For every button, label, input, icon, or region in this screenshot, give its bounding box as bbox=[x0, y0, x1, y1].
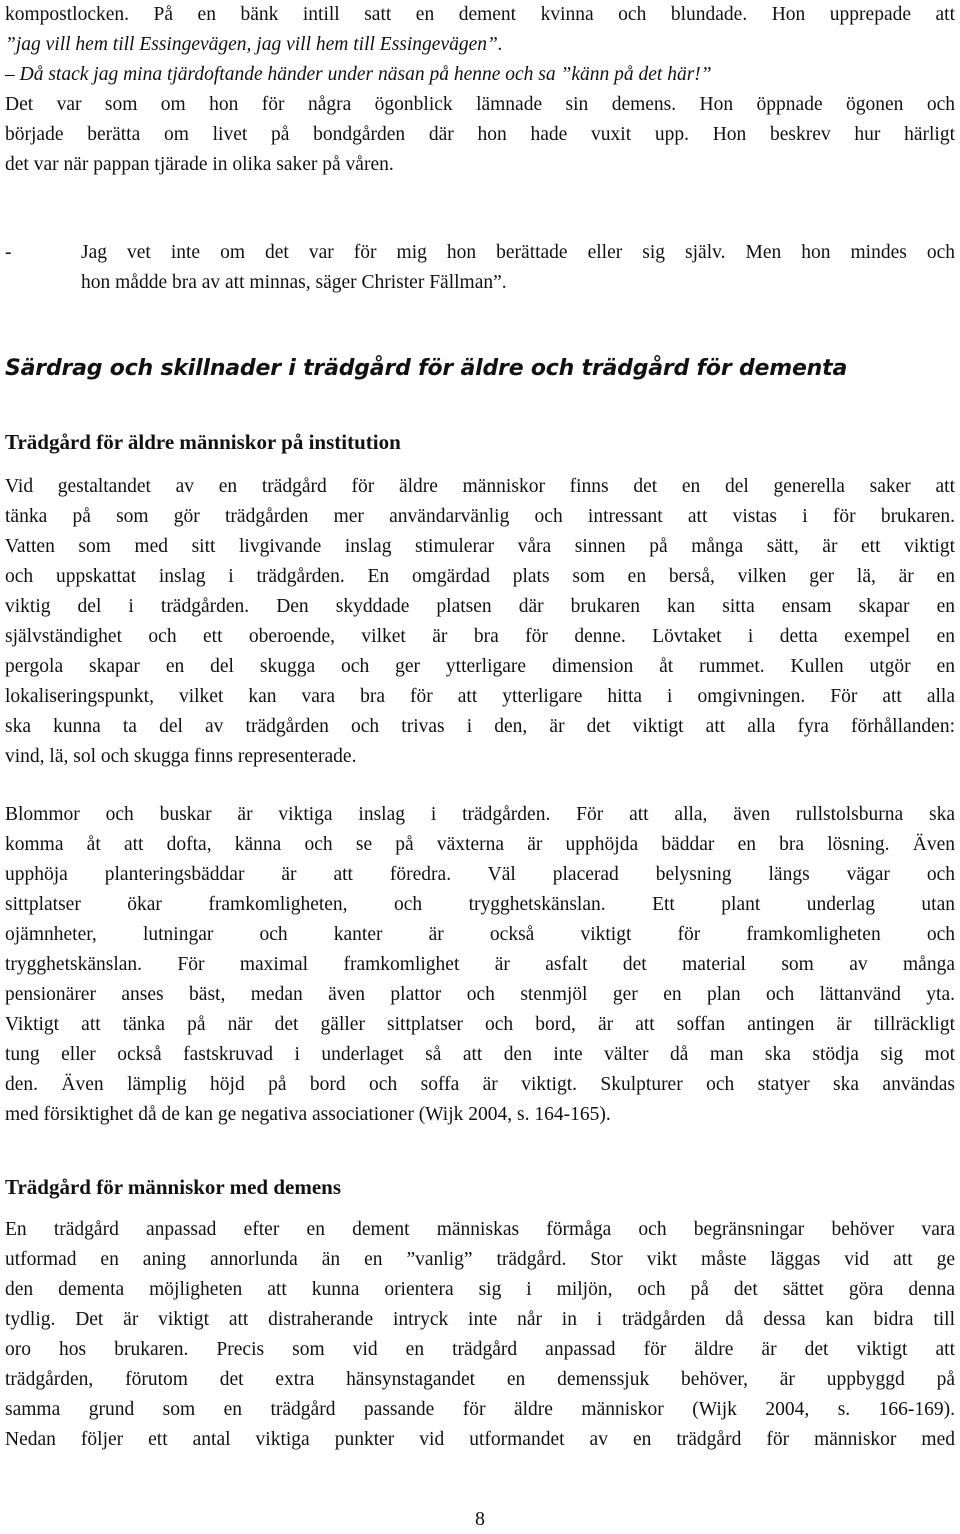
text-line: komma åt att dofta, känna och se på växterna är upphöjda bäddar en bra lösning. Även bbox=[5, 834, 955, 855]
text-line: ska kunna ta del av trädgården och trivas i den, är det viktigt att alla fyra förhållanden: bbox=[5, 716, 955, 737]
text-line: pensionärer anses bäst, medan även plattor och stenmjöl ger en plan och lättanvänd yta. bbox=[5, 984, 955, 1005]
text-line: ”jag vill hem till Essingevägen, jag vill hem till Essingevägen”. bbox=[5, 34, 503, 55]
text-line: – Då stack jag mina tjärdoftande händer under näsan på henne och sa ”känn på det här!” bbox=[5, 64, 712, 85]
section-heading: Särdrag och skillnader i trädgård för äldre och trädgård för dementa bbox=[5, 356, 848, 381]
subsection-heading: Trädgård för äldre människor på institution bbox=[5, 430, 401, 454]
text-line: Jag vet inte om det var för mig hon berättade eller sig själv. Men hon mindes och bbox=[81, 242, 955, 263]
text-line: tydlig. Det är viktigt att distraherande intryck inte når in i trädgården då dessa kan bidra till bbox=[5, 1309, 955, 1330]
text-line: Det var som om hon för några ögonblick lämnade sin demens. Hon öppnade ögonen och bbox=[5, 94, 955, 115]
text-line: det var när pappan tjärade in olika saker på våren. bbox=[5, 154, 394, 175]
text-line: Vatten som med sitt livgivande inslag stimulerar våra sinnen på många sätt, är ett viktigt bbox=[5, 536, 955, 557]
text-line: tänka på som gör trädgården mer användarvänlig och intressant att vistas i för brukaren. bbox=[5, 506, 955, 527]
text-line: Viktigt att tänka på när det gäller sittplatser och bord, är att soffan antingen är tillräckligt bbox=[5, 1014, 955, 1035]
text-line: självständighet och ett oberoende, vilket är bra för denne. Lövtaket i detta exempel en bbox=[5, 626, 955, 647]
text-line: viktig del i trädgården. Den skyddade platsen där brukaren kan sitta ensam skapar en bbox=[5, 596, 955, 617]
text-line: trygghetskänslan. För maximal framkomlighet är asfalt det material som av många bbox=[5, 954, 955, 975]
text-line: ojämnheter, lutningar och kanter är också viktigt för framkomligheten och bbox=[5, 924, 955, 945]
text-line: Vid gestaltandet av en trädgård för äldre människor finns det en del generella saker att bbox=[5, 476, 955, 497]
text-line: började berätta om livet på bondgården där hon hade vuxit upp. Hon beskrev hur härligt bbox=[5, 124, 955, 145]
text-line: utformad en aning annorlunda än en ”vanlig” trädgård. Stor vikt måste läggas vid att ge bbox=[5, 1249, 955, 1270]
text-line: och uppskattat inslag i trädgården. En omgärdad plats som en berså, vilken ger lä, är en bbox=[5, 566, 955, 587]
text-line: lokaliseringspunkt, vilket kan vara bra för att ytterligare hitta i omgivningen. För att alla bbox=[5, 686, 955, 707]
text-line: vind, lä, sol och skugga finns representerade. bbox=[5, 746, 357, 767]
text-line: pergola skapar en del skugga och ger ytterligare dimension åt rummet. Kullen utgör en bbox=[5, 656, 955, 677]
text-line: tung eller också fastskruvad i underlaget så att den inte välter då man ska stödja sig mot bbox=[5, 1044, 955, 1065]
text-line: Nedan följer ett antal viktiga punkter vid utformandet av en trädgård för människor med bbox=[5, 1429, 955, 1450]
page-number: 8 bbox=[475, 1508, 485, 1530]
text-line: samma grund som en trädgård passande för äldre människor (Wijk 2004, s. 166-169). bbox=[5, 1399, 955, 1420]
subsection-heading: Trädgård för människor med demens bbox=[5, 1175, 342, 1199]
text-line: med försiktighet då de kan ge negativa associationer (Wijk 2004, s. 164-165). bbox=[5, 1104, 611, 1125]
text-line: upphöja planteringsbäddar är att föredra. Väl placerad belysning längs vägar och bbox=[5, 864, 955, 885]
text-line: kompostlocken. På en bänk intill satt en dement kvinna och blundade. Hon upprepade att bbox=[5, 4, 955, 25]
text-line: Blommor och buskar är viktiga inslag i trädgården. För att alla, även rullstolsburna ska bbox=[5, 804, 955, 825]
dash-marker: - bbox=[5, 242, 12, 263]
text-line: trädgården, förutom det extra hänsynstagandet en demenssjuk behöver, är uppbyggd på bbox=[5, 1369, 955, 1390]
text-line: En trädgård anpassad efter en dement människas förmåga och begränsningar behöver vara bbox=[5, 1219, 955, 1240]
text-line: hon mådde bra av att minnas, säger Christer Fällman”. bbox=[81, 272, 507, 293]
text-line: oro hos brukaren. Precis som vid en trädgård anpassad för äldre är det viktigt att bbox=[5, 1339, 955, 1360]
text-line: den dementa möjligheten att kunna orientera sig i miljön, och på det sättet göra denna bbox=[5, 1279, 955, 1300]
text-line: sittplatser ökar framkomligheten, och trygghetskänslan. Ett plant underlag utan bbox=[5, 894, 955, 915]
text-line: den. Även lämplig höjd på bord och soffa är viktigt. Skulpturer och statyer ska användas bbox=[5, 1074, 955, 1095]
